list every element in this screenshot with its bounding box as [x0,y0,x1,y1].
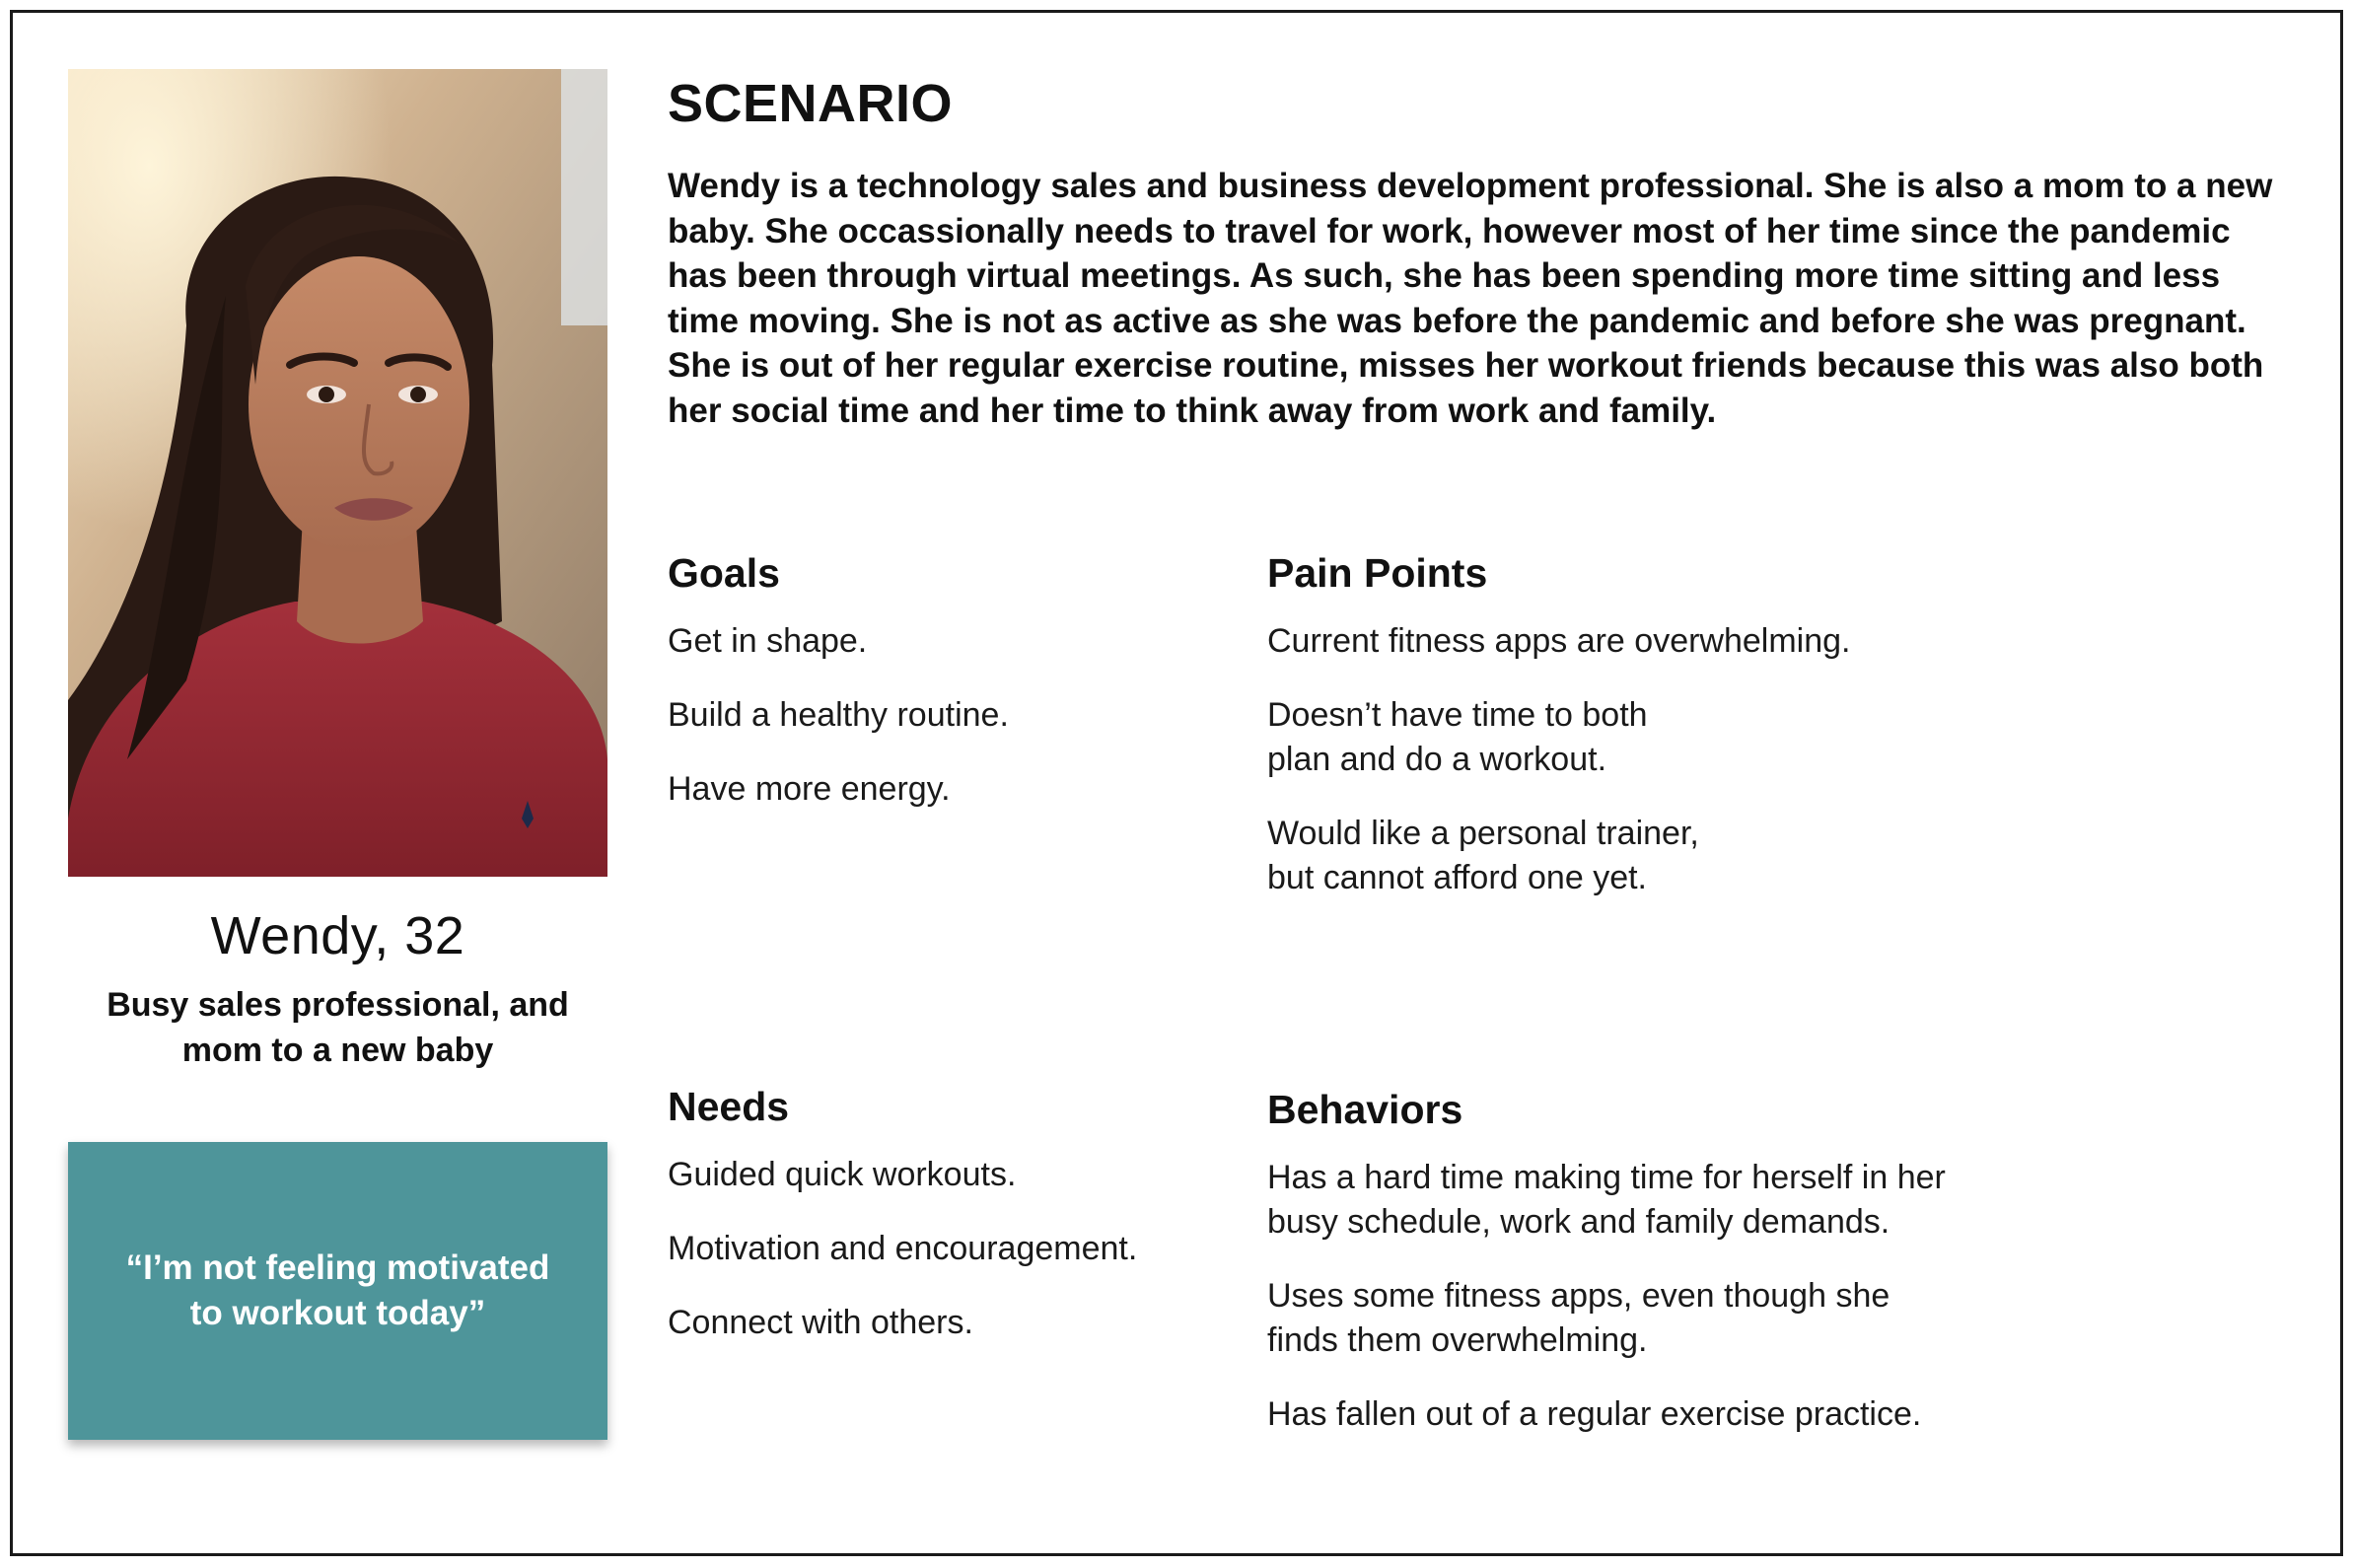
pain-point-item: Would like a personal trainer, but cannot afford one yet. [1267,815,1699,896]
pain-points-section [1267,548,1898,930]
need-item: Guided quick workouts. [668,1156,1017,1193]
goal-item: Have more energy. [668,770,951,808]
behavior-item: Has a hard time making time for herself in her busy schedule, work and family demands. [1267,1159,1946,1241]
goal-item: Get in shape. [668,622,868,660]
goals-heading: Goals [668,550,780,596]
goal-item: Build a healthy routine. [668,696,1009,734]
behaviors-heading: Behaviors [1267,1087,1463,1132]
needs-section [668,1082,1220,1375]
need-item: Motivation and encouragement. [668,1230,1138,1267]
scenario-heading: SCENARIO [668,74,954,133]
behavior-item: Uses some fitness apps, even though she finds them overwhelming. [1267,1277,1890,1359]
persona-photo [68,69,607,877]
persona-description: Busy sales professional, and mom to a new baby [107,986,569,1069]
needs-heading: Needs [668,1084,790,1129]
behaviors-section [1267,1085,2017,1466]
persona-name: Wendy, 32 [210,906,465,965]
persona-quote: “I’m not feeling motivated to workout today” [125,1248,550,1332]
scenario-text: Wendy is a technology sales and business development professional. She is also a mom to a new baby. She occassionally needs to travel for work, however most of her time since the pandemic has been through virtual meetings. As such, she has been spending more time sitting and less time moving. She is not as active as she was before the pandemic and before she was pregnant. She is out of her regular exercise routine, misses her workout friends because this was also both her social time and her time to think away from work and family. [668,167,2273,430]
pain-points-heading: Pain Points [1267,550,1488,596]
pain-point-item: Doesn’t have time to both plan and do a workout. [1267,696,1648,778]
pain-point-item: Current fitness apps are overwhelming. [1267,622,1851,660]
goals-section [668,548,1220,841]
behavior-item: Has fallen out of a regular exercise practice. [1267,1395,1922,1433]
quote-card [68,1142,607,1440]
need-item: Connect with others. [668,1304,973,1341]
